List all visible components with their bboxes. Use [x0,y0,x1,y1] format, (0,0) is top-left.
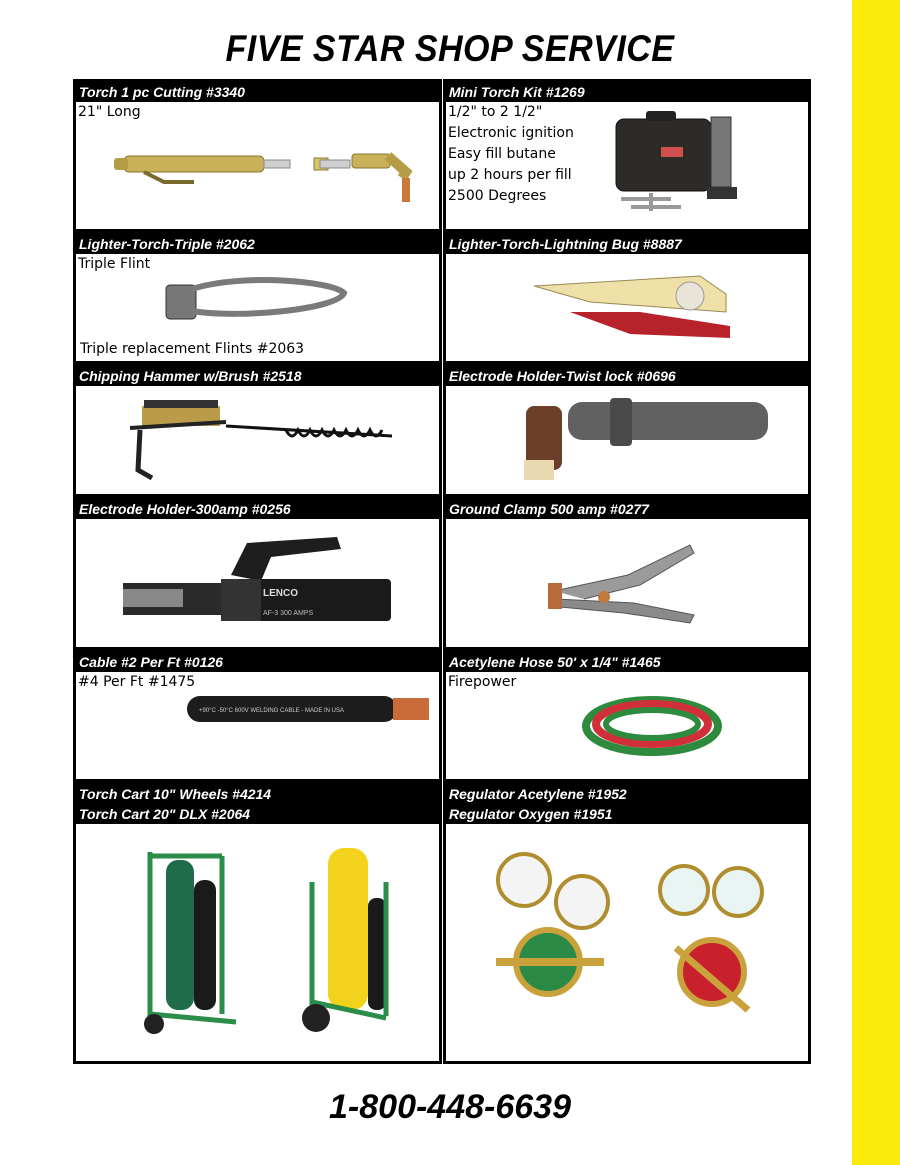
regulators-image [486,840,786,1020]
product-detail: up 2 hours per fill [448,167,572,183]
product-detail: 2500 Degrees [448,188,547,204]
phone-number: 1-800-448-6639 [329,1088,571,1126]
product-header: Chipping Hammer w/Brush #2518 [76,366,439,386]
product-cell-triple-lighter [73,231,442,364]
product-header-secondary: Torch Cart 20" DLX #2064 [76,804,439,824]
mini-torch-kit-image [611,107,751,222]
cutting-torch-image [114,138,414,208]
product-header: Torch Cart 10" Wheels #4214 [76,784,439,804]
electrode-holder-model: AF-3 300 AMPS [263,610,314,617]
lightning-bug-lighter-image [530,272,740,342]
product-cell-twist-lock-holder [443,363,811,497]
product-header: Regulator Acetylene #1952 [446,784,808,804]
product-header: Lighter-Torch-Lightning Bug #8887 [446,234,808,254]
welding-cable-image [187,688,437,728]
product-header: Torch 1 pc Cutting #3340 [76,82,439,102]
product-cell-cutting-torch [73,79,442,232]
product-cell-torch-carts [73,781,442,1064]
product-detail: 21" Long [78,104,141,120]
product-header: Cable #2 Per Ft #0126 [76,652,439,672]
product-cell-mini-torch-kit [443,79,811,232]
cable-print: +90°C -50°C 600V WELDING CABLE - MADE IN USA [199,708,345,714]
product-footer-note: Triple replacement Flints #2063 [80,341,305,357]
product-cell-ground-clamp [443,496,811,650]
product-header-secondary: Regulator Oxygen #1951 [446,804,808,824]
product-header: Lighter-Torch-Triple #2062 [76,234,439,254]
product-header: Mini Torch Kit #1269 [446,82,808,102]
torch-carts-image [106,842,406,1032]
chipping-hammer-image [116,400,396,485]
product-header: Electrode Holder-300amp #0256 [76,499,439,519]
product-detail: 1/2" to 2 1/2" [448,104,543,120]
product-header: Electrode Holder-Twist lock #0696 [446,366,808,386]
yellow-side-bar [852,0,900,1165]
twist-lock-holder-image [518,396,758,481]
product-cell-electrode-holder [73,496,442,650]
product-cell-chipping-hammer [73,363,442,497]
product-detail: Electronic ignition [448,125,574,141]
product-cell-welding-cable [73,649,442,782]
product-detail: #4 Per Ft #1475 [78,674,196,690]
product-detail: Triple Flint [78,256,151,272]
product-cell-lightning-bug-lighter [443,231,811,364]
electrode-holder-image [121,529,401,629]
product-cell-regulators [443,781,811,1064]
electrode-holder-brand: LENCO [263,588,298,599]
product-header: Ground Clamp 500 amp #0277 [446,499,808,519]
ground-clamp-image [544,541,714,631]
product-header: Acetylene Hose 50' x 1/4" #1465 [446,652,808,672]
page-title: FIVE STAR SHOP SERVICE [225,28,675,69]
product-detail: Firepower [448,674,517,690]
product-cell-acetylene-hose [443,649,811,782]
triple-flint-lighter-image [162,279,352,329]
product-detail: Easy fill butane [448,146,556,162]
acetylene-hose-image [582,690,732,760]
